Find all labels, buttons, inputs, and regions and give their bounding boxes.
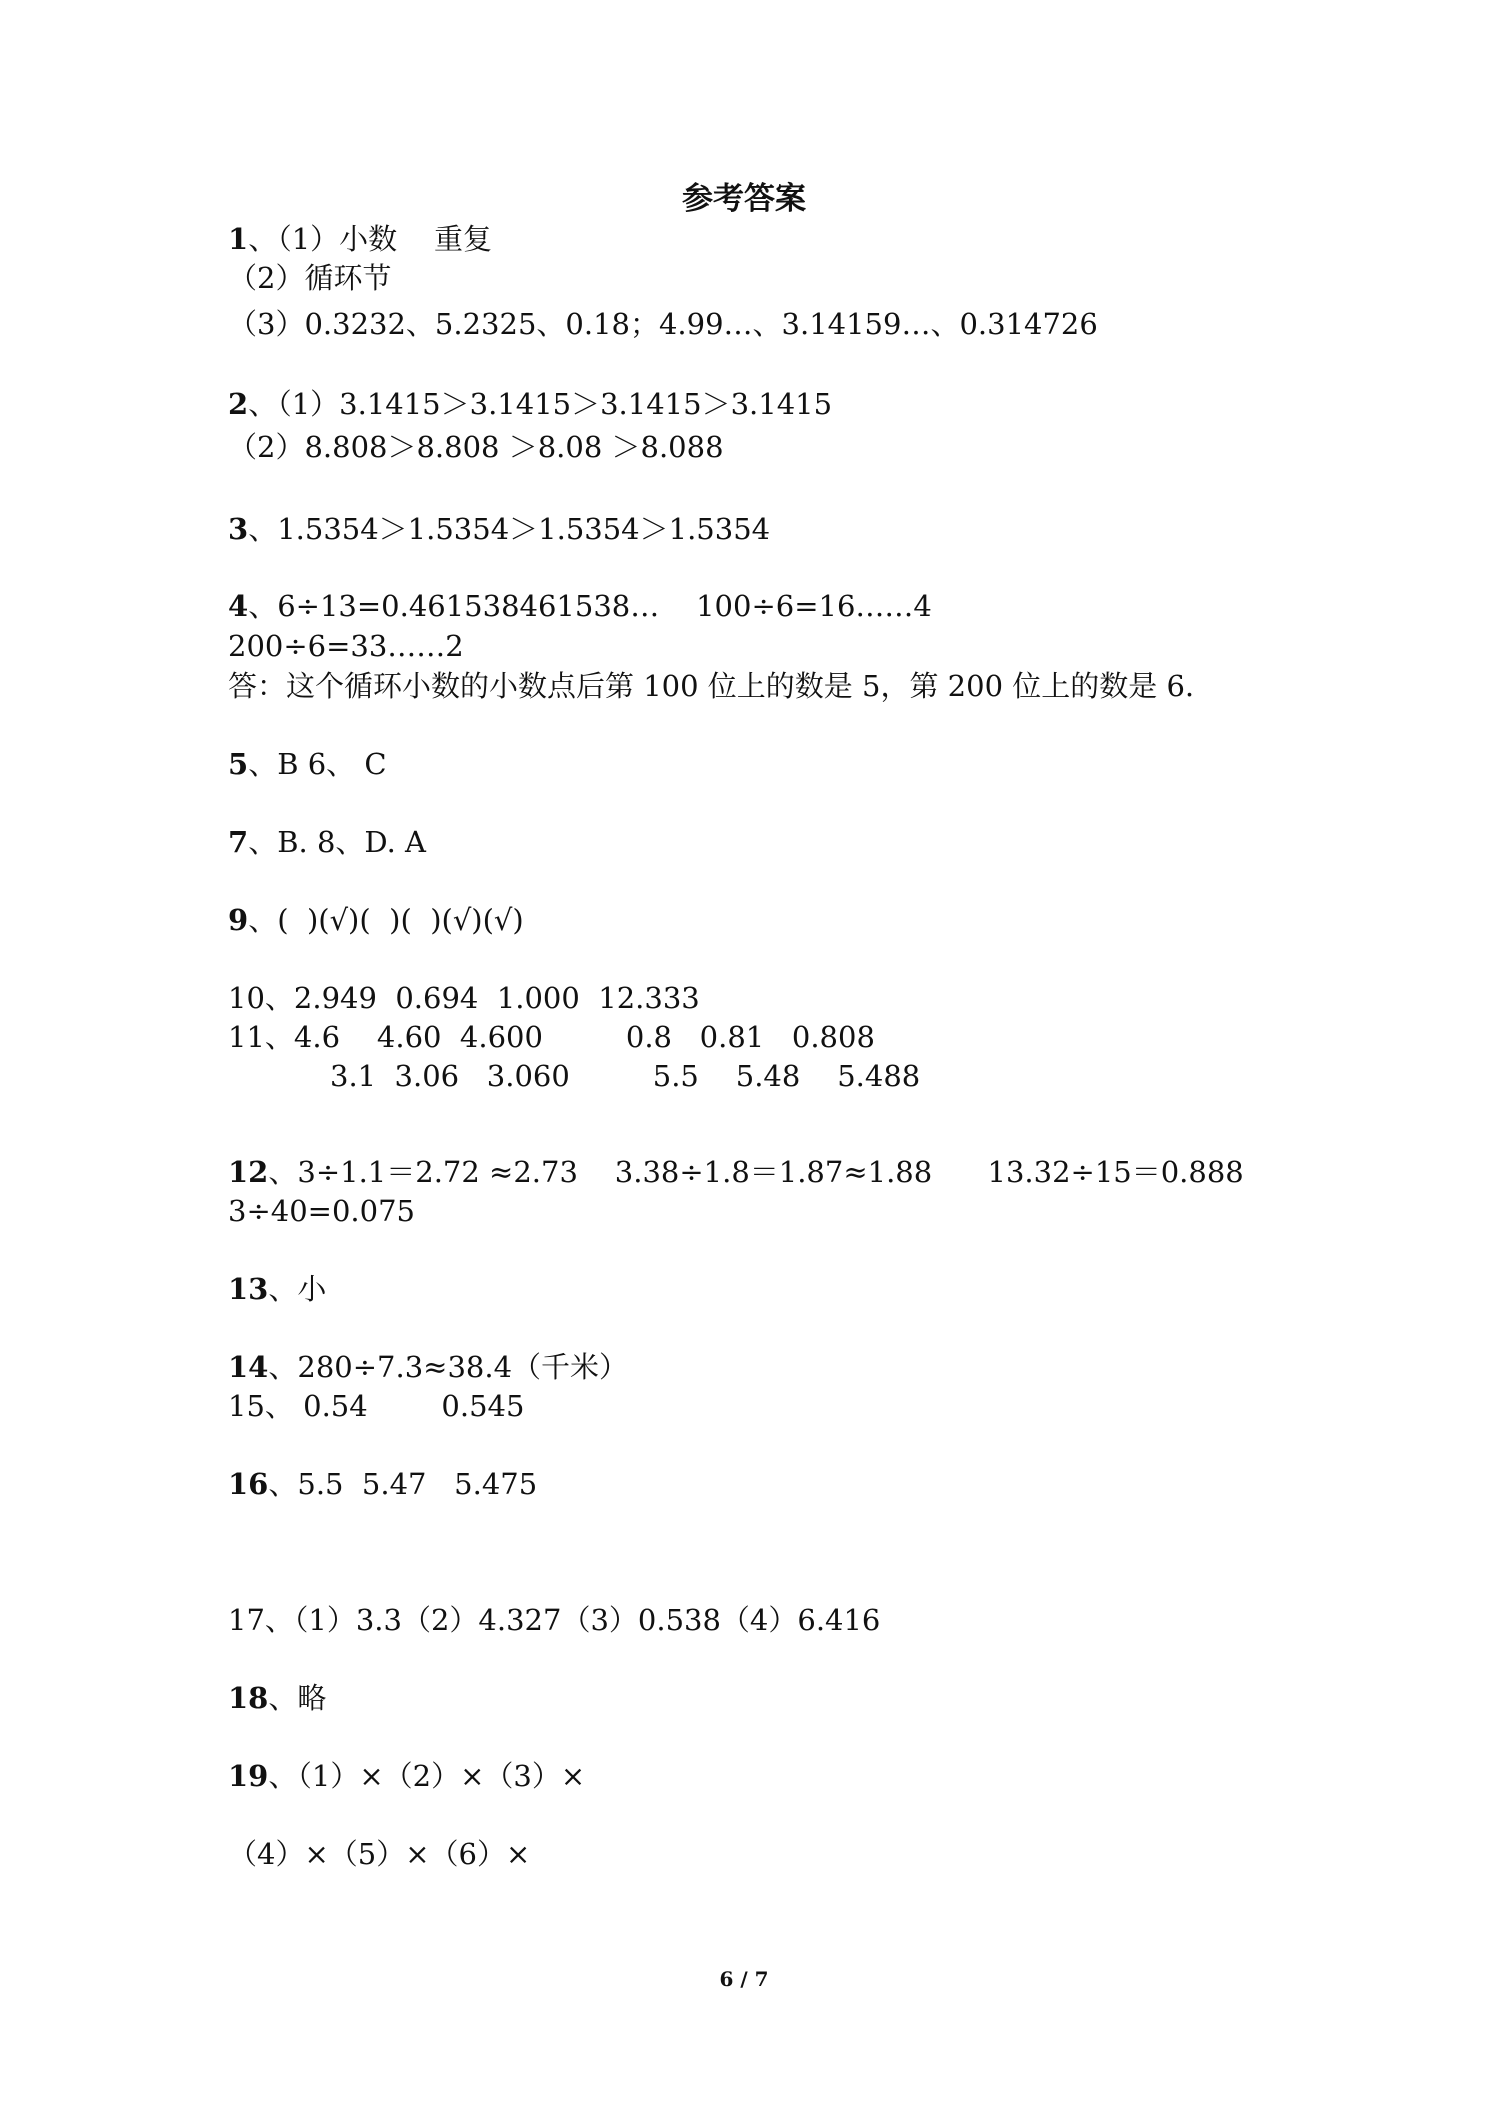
- page-title: 参考答案: [682, 181, 806, 217]
- answer-7-8: 7、B. 8、D. A: [228, 825, 426, 859]
- answer-11-line-1: 11、4.6 4.60 4.600 0.8 0.81 0.808: [228, 1020, 875, 1054]
- answer-19-line-1: 19、（1）×（2）×（3）×: [228, 1759, 586, 1793]
- answer-4-line-2: 200÷6=33……2: [228, 629, 464, 663]
- answer-11-line-2: 3.1 3.06 3.060 5.5 5.48 5.488: [330, 1059, 921, 1093]
- answer-3: 3、1.5354＞1.5354＞1.5354＞1.5354: [228, 512, 771, 546]
- answer-4-line-3: 答：这个循环小数的小数点后第 100 位上的数是 5，第 200 位上的数是 6.: [228, 669, 1195, 703]
- answer-16: 16、5.5 5.47 5.475: [228, 1467, 538, 1501]
- answer-18: 18、略: [228, 1681, 327, 1715]
- answer-19-line-2: （4）×（5）×（6）×: [228, 1837, 531, 1871]
- page-number: 6 / 7: [719, 1967, 769, 1991]
- answer-2-line-2: （2）8.808＞8.808 ＞8.08 ＞8.088: [228, 430, 724, 464]
- answer-12-line-1: 12、3÷1.1＝2.72 ≈2.73 3.38÷1.8＝1.87≈1.88 13.32÷15＝0.888: [228, 1155, 1244, 1189]
- answer-4-line-1: 4、6÷13=0.461538461538… 100÷6=16……4: [228, 589, 932, 623]
- answer-10: 10、2.949 0.694 1.000 12.333: [228, 981, 700, 1015]
- answer-5-6: 5、B 6、 C: [228, 747, 387, 781]
- answer-9: 9、( )(√)( )( )(√)(√): [228, 903, 524, 937]
- answer-15: 15、 0.54 0.545: [228, 1389, 525, 1423]
- answer-14: 14、280÷7.3≈38.4（千米）: [228, 1350, 629, 1384]
- answer-12-line-2: 3÷40=0.075: [228, 1194, 415, 1228]
- answer-2-line-1: 2、（1）3.1415＞3.1415＞3.1415＞3.1415: [228, 387, 833, 421]
- answer-1-line-1: 1、（1）小数 重复: [228, 222, 493, 256]
- answer-17: 17、（1）3.3（2）4.327（3）0.538（4）6.416: [228, 1603, 881, 1637]
- answer-13: 13、小: [228, 1272, 327, 1306]
- answer-1-line-3: （3）0.3232、5.2325、0.18；4.99…、3.14159…、0.314726: [228, 307, 1098, 341]
- answer-1-line-2: （2）循环节: [228, 261, 392, 295]
